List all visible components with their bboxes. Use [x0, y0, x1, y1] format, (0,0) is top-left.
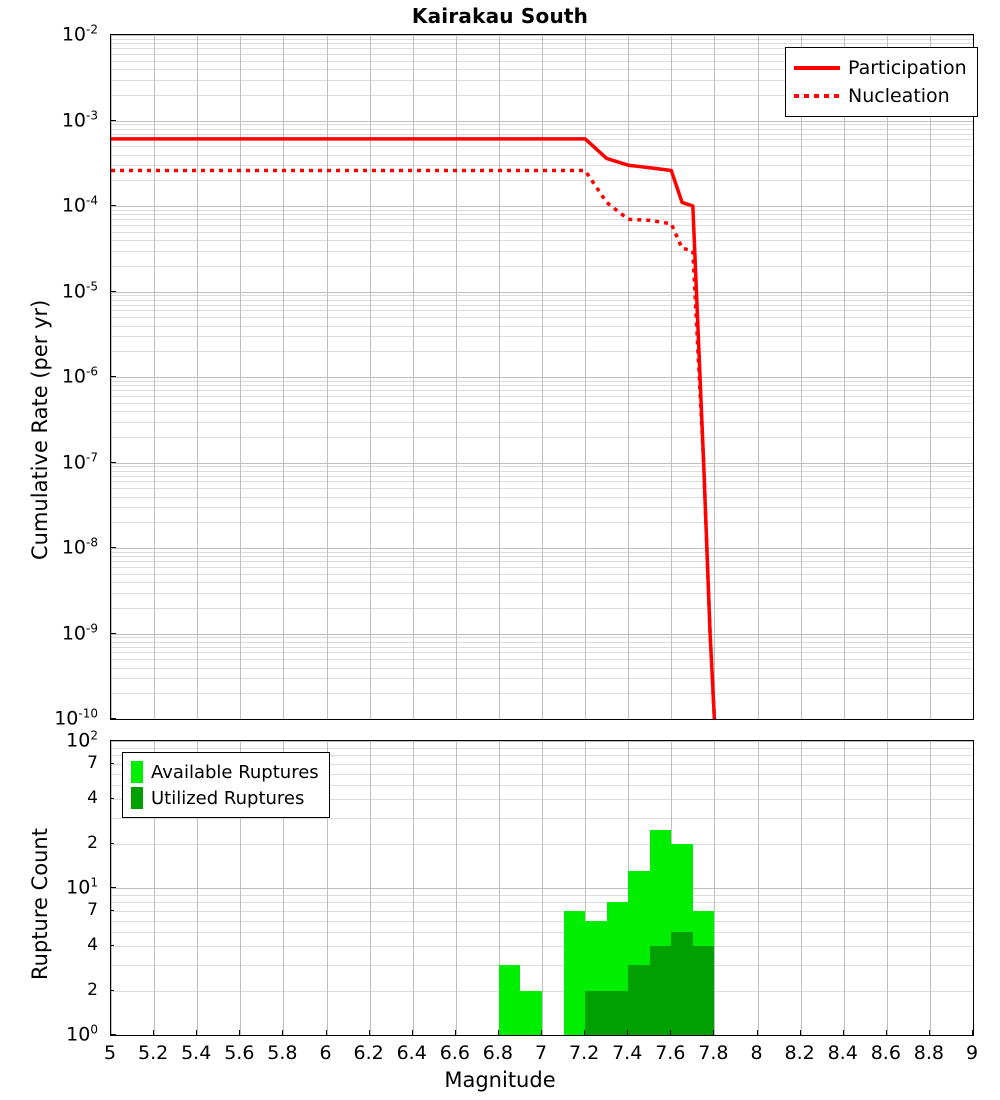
x-tick-label: 5	[103, 1042, 117, 1064]
line-participation	[111, 139, 714, 719]
x-tick-label: 7.4	[612, 1042, 643, 1064]
y-tick-label: $10^{-5}$	[61, 278, 98, 303]
x-tick-label: 5.2	[137, 1042, 169, 1064]
y-tick-mark	[110, 763, 114, 764]
x-tick-mark	[110, 1030, 111, 1036]
y-tick-mark	[110, 291, 116, 292]
legend-label-participation: Participation	[848, 57, 967, 79]
x-tick-mark	[153, 1030, 154, 1036]
x-tick-mark	[929, 1030, 930, 1036]
x-tick-mark	[972, 1030, 973, 1036]
dotted-line-icon	[794, 87, 840, 105]
x-axis-label: Magnitude	[444, 1068, 556, 1092]
x-tick-label: 8.2	[784, 1042, 815, 1064]
y-tick-label: 4	[87, 788, 98, 809]
bar-available-ruptures	[520, 991, 542, 1035]
legend-label-utilized-ruptures: Utilized Ruptures	[151, 787, 305, 809]
legend-bottom	[122, 752, 330, 818]
x-tick-label: 6.2	[353, 1042, 384, 1064]
y-tick-label: $10^{-4}$	[61, 193, 98, 217]
gridline	[973, 741, 974, 1035]
x-tick-label: 5.6	[224, 1042, 255, 1064]
bar-utilized-ruptures	[693, 946, 715, 1035]
y-tick-mark	[110, 376, 116, 377]
bar-utilized-ruptures	[628, 965, 650, 1035]
y-tick-mark	[110, 462, 116, 463]
x-tick-mark	[326, 1030, 327, 1036]
line-nucleation	[111, 171, 714, 719]
y-tick-mark	[110, 740, 116, 741]
bar-utilized-ruptures	[585, 991, 607, 1035]
x-tick-label: 8.6	[870, 1042, 901, 1064]
y-tick-label: $10^{-3}$	[61, 107, 98, 132]
legend-item-available-ruptures	[131, 759, 319, 785]
solid-line-icon	[794, 59, 840, 77]
x-tick-label: 8.4	[827, 1042, 858, 1064]
y-tick-label: 7	[87, 899, 98, 920]
y-tick-label: $10^{-6}$	[61, 364, 98, 388]
x-tick-mark	[369, 1030, 370, 1036]
x-tick-label: 5.8	[267, 1042, 298, 1064]
x-tick-mark	[713, 1030, 714, 1036]
legend-item-participation	[794, 54, 967, 82]
line-series-svg	[111, 35, 973, 719]
gridline	[111, 719, 973, 720]
legend-label-available-ruptures: Available Ruptures	[151, 761, 319, 783]
legend-item-utilized-ruptures	[131, 785, 319, 811]
x-tick-mark	[498, 1030, 499, 1036]
y-tick-label: $10^{-9}$	[61, 620, 98, 645]
y-tick-label: 2	[87, 832, 98, 853]
x-tick-label: 7.8	[698, 1042, 729, 1064]
y-axis-label-bottom: Rupture Count	[28, 828, 52, 980]
x-tick-mark	[196, 1030, 197, 1036]
y-tick-mark	[110, 547, 116, 548]
x-tick-label: 7.6	[655, 1042, 686, 1064]
x-tick-mark	[670, 1030, 671, 1036]
y-tick-mark	[110, 990, 114, 991]
y-tick-label: $10^{-10}$	[54, 706, 98, 730]
y-tick-mark	[110, 120, 116, 121]
legend-label-nucleation: Nucleation	[848, 85, 950, 107]
x-tick-label: 9	[965, 1042, 979, 1064]
y-tick-label: $10^{-8}$	[61, 535, 98, 559]
y-tick-label: $10^2$	[66, 728, 98, 752]
utilized-ruptures-swatch	[131, 787, 143, 809]
x-tick-mark	[757, 1030, 758, 1036]
x-tick-mark	[239, 1030, 240, 1036]
y-tick-mark	[110, 34, 116, 35]
y-tick-label: 2	[87, 979, 98, 1000]
series-layer-top	[111, 35, 973, 719]
y-tick-label: $10^{-2}$	[61, 22, 98, 46]
legend-item-nucleation	[794, 82, 967, 110]
y-tick-mark	[110, 798, 114, 799]
y-tick-mark	[110, 910, 114, 911]
x-tick-label: 5.4	[181, 1042, 212, 1064]
bar-utilized-ruptures	[607, 991, 629, 1035]
x-tick-label: 7	[534, 1042, 548, 1064]
x-tick-mark	[412, 1030, 413, 1036]
x-tick-mark	[584, 1030, 585, 1036]
y-tick-mark	[110, 945, 114, 946]
y-tick-label: 4	[87, 935, 98, 956]
x-tick-mark	[282, 1030, 283, 1036]
x-tick-label: 8	[750, 1042, 763, 1064]
y-axis-label-top: Cumulative Rate (per yr)	[28, 299, 52, 560]
x-tick-mark	[455, 1030, 456, 1036]
bar-available-ruptures	[499, 965, 521, 1035]
cumulative-rate-plot	[110, 34, 974, 720]
y-tick-mark	[110, 887, 116, 888]
x-tick-label: 6.8	[482, 1042, 513, 1064]
y-tick-label: $10^0$	[66, 1022, 98, 1046]
x-tick-mark	[541, 1030, 542, 1036]
x-tick-mark	[800, 1030, 801, 1036]
x-tick-mark	[886, 1030, 887, 1036]
x-tick-mark	[627, 1030, 628, 1036]
x-tick-label: 6.4	[396, 1042, 427, 1064]
y-tick-label: $10^{-7}$	[61, 449, 98, 474]
x-tick-label: 6.6	[439, 1042, 470, 1064]
y-tick-mark	[110, 205, 116, 206]
bar-utilized-ruptures	[650, 946, 672, 1035]
legend-top	[785, 47, 978, 117]
y-tick-mark	[110, 843, 114, 844]
page-title: Kairakau South	[411, 4, 589, 28]
bar-available-ruptures	[564, 911, 586, 1035]
x-tick-mark	[843, 1030, 844, 1036]
available-ruptures-swatch	[131, 761, 143, 783]
y-tick-mark	[110, 633, 116, 634]
gridline	[973, 35, 974, 719]
y-tick-label: $10^1$	[66, 875, 98, 899]
y-tick-label: 7	[87, 752, 98, 773]
gridline	[111, 1035, 973, 1036]
x-tick-label: 6	[319, 1042, 332, 1064]
bar-utilized-ruptures	[671, 932, 693, 1035]
y-tick-mark	[110, 718, 116, 719]
x-tick-label: 7.2	[568, 1042, 600, 1064]
x-tick-label: 8.8	[913, 1042, 944, 1064]
